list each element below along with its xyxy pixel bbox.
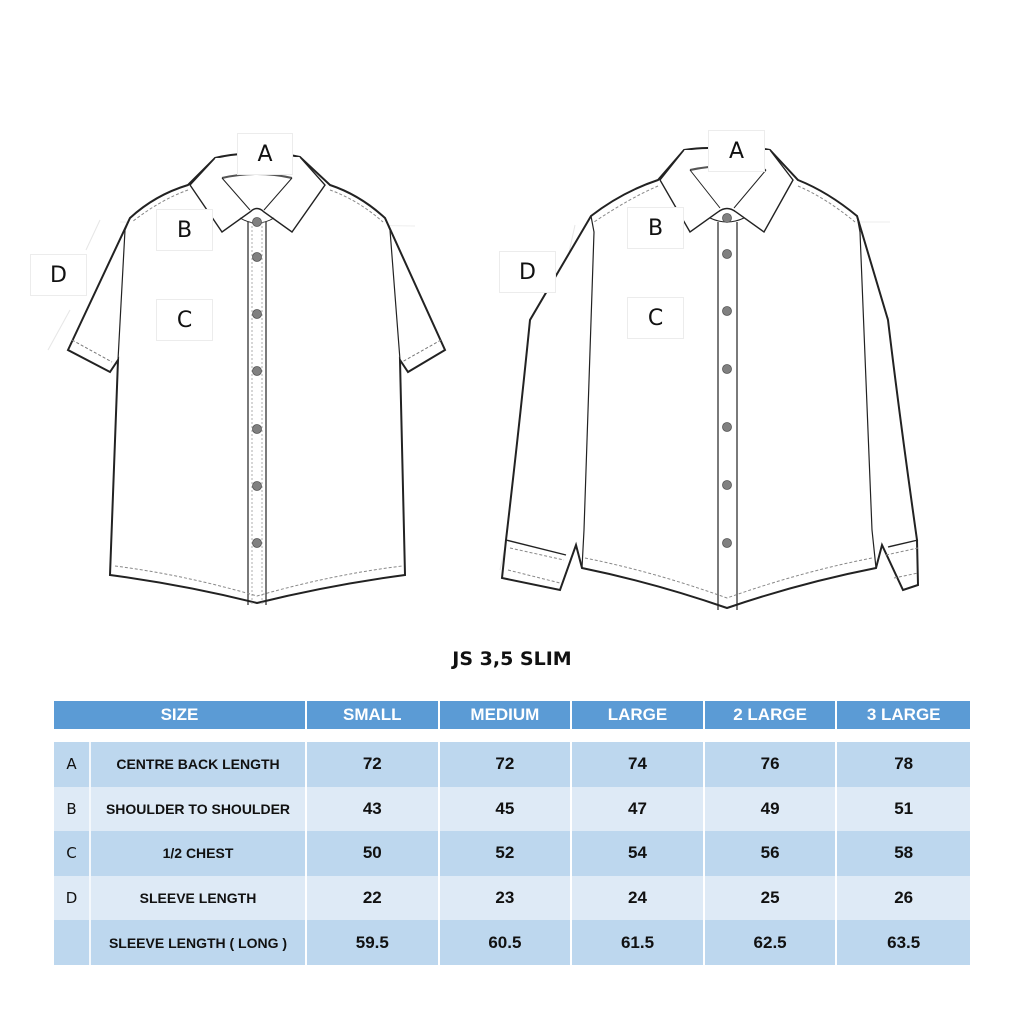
label-a-short: A [237,133,293,175]
row-value: 59.5 [307,920,440,965]
size-chart-title: JS 3,5 SLIM [452,648,572,670]
row-key [54,920,91,965]
row-value: 45 [440,787,573,832]
row-value: 56 [705,831,838,876]
row-value: 50 [307,831,440,876]
row-value: 22 [307,876,440,921]
label-c-short: C [156,299,213,341]
label-d-long: D [499,251,556,293]
row-measurement: SLEEVE LENGTH ( LONG ) [91,920,307,965]
label-d-short: D [30,254,87,296]
size-chart-table [54,701,970,965]
header-size-medium: MEDIUM [440,701,573,729]
row-value: 47 [572,787,705,832]
table-row [54,876,970,921]
row-value: 78 [837,742,970,787]
row-value: 43 [307,787,440,832]
long-sleeve-shirt-drawing [500,148,918,610]
row-value: 23 [440,876,573,921]
row-value: 62.5 [705,920,838,965]
row-value: 24 [572,876,705,921]
row-value: 25 [705,876,838,921]
header-size-2large: 2 LARGE [705,701,838,729]
header-size-3large: 3 LARGE [837,701,970,729]
row-value: 52 [440,831,573,876]
row-value: 26 [837,876,970,921]
row-key: A [54,742,91,787]
label-b-long: B [627,207,684,249]
row-value: 58 [837,831,970,876]
row-value: 51 [837,787,970,832]
row-measurement: SHOULDER TO SHOULDER [91,787,307,832]
label-a-long: A [708,130,765,172]
table-row [54,742,970,787]
table-row [54,831,970,876]
header-size-small: SMALL [307,701,440,729]
row-value: 54 [572,831,705,876]
row-value: 63.5 [837,920,970,965]
row-key: D [54,876,91,921]
header-size-large: LARGE [572,701,705,729]
row-value: 72 [440,742,573,787]
row-measurement: CENTRE BACK LENGTH [91,742,307,787]
row-value: 74 [572,742,705,787]
row-value: 60.5 [440,920,573,965]
row-value: 76 [705,742,838,787]
row-value: 61.5 [572,920,705,965]
row-key: B [54,787,91,832]
table-row [54,920,970,965]
row-measurement: 1/2 CHEST [91,831,307,876]
row-value: 72 [307,742,440,787]
label-b-short: B [156,209,213,251]
row-measurement: SLEEVE LENGTH [91,876,307,921]
short-sleeve-shirt-drawing [48,154,445,605]
table-header-row [54,701,970,729]
header-size: SIZE [54,701,307,729]
row-value: 49 [705,787,838,832]
row-key: C [54,831,91,876]
label-c-long: C [627,297,684,339]
table-row [54,787,970,832]
